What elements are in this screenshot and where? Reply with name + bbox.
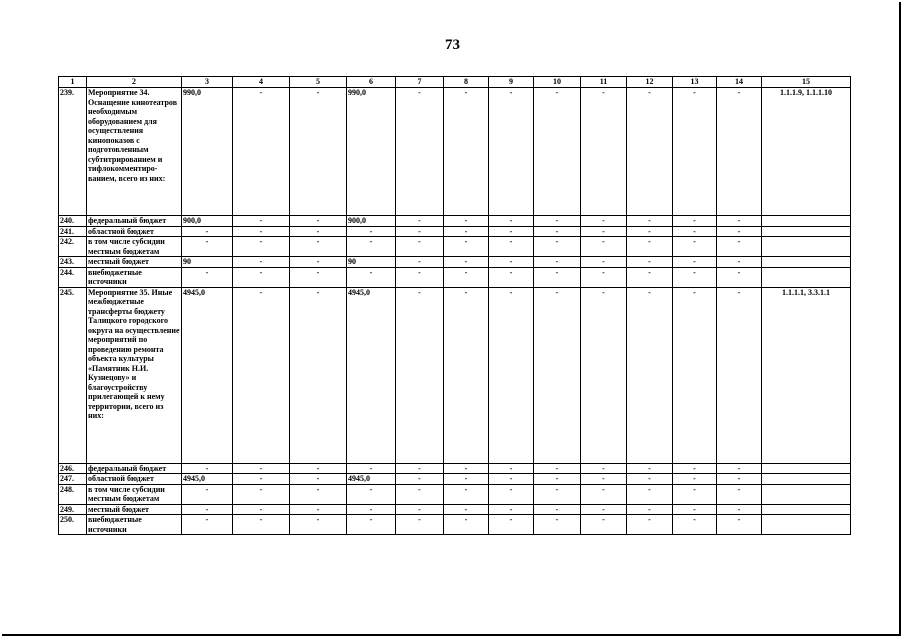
value-cell: - [717, 267, 762, 287]
value-cell: - [534, 267, 581, 287]
value-cell: - [182, 226, 233, 237]
value-cell: 990,0 [347, 88, 396, 216]
value-cell: - [290, 237, 347, 257]
value-cell: - [444, 88, 489, 216]
value-cell: - [290, 88, 347, 216]
value-cell: - [581, 257, 627, 268]
value-cell: 90 [347, 257, 396, 268]
table-row [59, 216, 851, 227]
row-name: в том числе субсидии местным бюджетам [87, 484, 182, 504]
value-cell: - [489, 226, 534, 237]
value-cell: - [489, 257, 534, 268]
value-cell: - [489, 287, 534, 463]
value-cell: - [581, 474, 627, 485]
value-cell: - [444, 237, 489, 257]
value-cell: - [581, 484, 627, 504]
value-cell: - [627, 515, 673, 535]
reference-cell: 1.1.1.9, 1.1.1.10 [762, 88, 851, 216]
column-header: 5 [290, 77, 347, 88]
row-name: федеральный бюджет [87, 216, 182, 227]
value-cell: - [534, 515, 581, 535]
value-cell: - [717, 216, 762, 227]
row-name: Мероприятие 34. Оснащение кинотеатров необходимым оборудованием для осуществления кинопоказов с подготовленным субтитрированием и тифлокомментиро-ванием, всего из них: [87, 88, 182, 216]
reference-cell [762, 237, 851, 257]
row-number: 242. [59, 237, 87, 257]
column-header: 11 [581, 77, 627, 88]
row-name: внебюджетные источники [87, 267, 182, 287]
value-cell: - [290, 504, 347, 515]
value-cell: - [396, 515, 444, 535]
column-header: 15 [762, 77, 851, 88]
row-name: областной бюджет [87, 474, 182, 485]
reference-cell [762, 267, 851, 287]
row-number: 247. [59, 474, 87, 485]
table-row [59, 484, 851, 504]
value-cell: - [290, 474, 347, 485]
value-cell: - [444, 474, 489, 485]
value-cell: - [489, 484, 534, 504]
value-cell: - [673, 216, 717, 227]
value-cell: - [534, 484, 581, 504]
table-row [59, 287, 851, 463]
value-cell: - [290, 257, 347, 268]
value-cell: - [396, 88, 444, 216]
value-cell: 4945,0 [347, 474, 396, 485]
value-cell: - [396, 237, 444, 257]
value-cell: - [534, 88, 581, 216]
value-cell: - [182, 504, 233, 515]
value-cell: - [233, 463, 290, 474]
value-cell: - [182, 267, 233, 287]
row-number: 250. [59, 515, 87, 535]
value-cell: - [627, 463, 673, 474]
value-cell: - [673, 515, 717, 535]
value-cell: - [581, 504, 627, 515]
value-cell: - [347, 463, 396, 474]
column-header: 14 [717, 77, 762, 88]
value-cell: - [717, 463, 762, 474]
value-cell: - [444, 257, 489, 268]
value-cell: - [396, 216, 444, 227]
column-header: 2 [87, 77, 182, 88]
value-cell: - [182, 484, 233, 504]
table-row [59, 88, 851, 216]
value-cell: - [444, 216, 489, 227]
value-cell: - [233, 287, 290, 463]
value-cell: - [627, 287, 673, 463]
value-cell: - [717, 515, 762, 535]
value-cell: - [489, 515, 534, 535]
value-cell: - [673, 267, 717, 287]
value-cell: - [581, 216, 627, 227]
table-row [59, 226, 851, 237]
value-cell: - [233, 267, 290, 287]
row-name: внебюджетные источники [87, 515, 182, 535]
value-cell: 4945,0 [182, 287, 233, 463]
value-cell: - [581, 226, 627, 237]
value-cell: - [717, 287, 762, 463]
table-row [59, 267, 851, 287]
table-row [59, 237, 851, 257]
reference-cell [762, 484, 851, 504]
reference-cell [762, 515, 851, 535]
row-number: 246. [59, 463, 87, 474]
value-cell: - [489, 216, 534, 227]
value-cell: - [233, 216, 290, 227]
value-cell: 90 [182, 257, 233, 268]
value-cell: - [396, 474, 444, 485]
value-cell: - [290, 287, 347, 463]
value-cell: - [444, 226, 489, 237]
value-cell: - [489, 463, 534, 474]
value-cell: - [717, 257, 762, 268]
reference-cell [762, 504, 851, 515]
column-header: 7 [396, 77, 444, 88]
page-number: 73 [445, 37, 460, 53]
value-cell: - [673, 463, 717, 474]
value-cell: - [489, 267, 534, 287]
value-cell: - [534, 257, 581, 268]
value-cell: - [534, 226, 581, 237]
value-cell: - [534, 504, 581, 515]
value-cell: - [581, 515, 627, 535]
value-cell: - [396, 287, 444, 463]
value-cell: - [290, 463, 347, 474]
table-row [59, 463, 851, 474]
value-cell: - [396, 267, 444, 287]
header-row [59, 77, 851, 88]
value-cell: - [290, 226, 347, 237]
value-cell: 990,0 [182, 88, 233, 216]
value-cell: - [673, 474, 717, 485]
value-cell: - [290, 216, 347, 227]
value-cell: - [444, 484, 489, 504]
value-cell: 4945,0 [347, 287, 396, 463]
value-cell: - [627, 88, 673, 216]
value-cell: - [347, 267, 396, 287]
value-cell: - [444, 463, 489, 474]
value-cell: - [489, 504, 534, 515]
value-cell: - [534, 237, 581, 257]
column-header: 8 [444, 77, 489, 88]
column-header: 6 [347, 77, 396, 88]
value-cell: - [233, 484, 290, 504]
value-cell: - [534, 216, 581, 227]
value-cell: - [627, 257, 673, 268]
value-cell: - [444, 504, 489, 515]
column-header: 3 [182, 77, 233, 88]
value-cell: - [581, 287, 627, 463]
value-cell: - [233, 88, 290, 216]
value-cell: - [290, 515, 347, 535]
value-cell: - [717, 237, 762, 257]
value-cell: - [347, 237, 396, 257]
value-cell: - [444, 515, 489, 535]
value-cell: - [627, 504, 673, 515]
value-cell: - [396, 226, 444, 237]
value-cell: - [347, 504, 396, 515]
column-header: 9 [489, 77, 534, 88]
table-row [59, 515, 851, 535]
value-cell: 900,0 [182, 216, 233, 227]
column-header: 12 [627, 77, 673, 88]
value-cell: - [396, 504, 444, 515]
value-cell: - [627, 226, 673, 237]
value-cell: - [627, 267, 673, 287]
value-cell: - [581, 88, 627, 216]
value-cell: - [717, 504, 762, 515]
value-cell: - [717, 226, 762, 237]
value-cell: - [489, 474, 534, 485]
row-number: 244. [59, 267, 87, 287]
table-row [59, 474, 851, 485]
row-name: местный бюджет [87, 257, 182, 268]
value-cell: - [347, 226, 396, 237]
value-cell: - [673, 257, 717, 268]
row-number: 240. [59, 216, 87, 227]
value-cell: - [233, 474, 290, 485]
value-cell: - [581, 463, 627, 474]
table-row [59, 257, 851, 268]
value-cell: - [673, 287, 717, 463]
value-cell: - [627, 216, 673, 227]
row-number: 249. [59, 504, 87, 515]
column-header: 1 [59, 77, 87, 88]
value-cell: - [233, 257, 290, 268]
value-cell: - [396, 484, 444, 504]
reference-cell [762, 463, 851, 474]
value-cell: - [717, 88, 762, 216]
value-cell: - [717, 484, 762, 504]
value-cell: - [233, 515, 290, 535]
value-cell: - [396, 257, 444, 268]
value-cell: - [233, 237, 290, 257]
value-cell: - [534, 287, 581, 463]
value-cell: - [673, 237, 717, 257]
value-cell: - [233, 226, 290, 237]
value-cell: - [182, 463, 233, 474]
reference-cell [762, 226, 851, 237]
value-cell: - [444, 287, 489, 463]
value-cell: - [290, 267, 347, 287]
table-row [59, 504, 851, 515]
value-cell: - [182, 237, 233, 257]
row-name: Мероприятие 35. Иные межбюджетные трансферты бюджету Талицкого городского округа на осуществление мероприятий по проведению ремонта объекта культуры «Памятник Н.И. Кузнецову» и благоустройству прилегающей к нему территории, всего из них: [87, 287, 182, 463]
value-cell: - [534, 463, 581, 474]
value-cell: 900,0 [347, 216, 396, 227]
row-name: в том числе субсидии местным бюджетам [87, 237, 182, 257]
row-number: 239. [59, 88, 87, 216]
budget-table [58, 76, 851, 535]
value-cell: - [182, 515, 233, 535]
row-name: местный бюджет [87, 504, 182, 515]
value-cell: - [627, 474, 673, 485]
reference-cell [762, 474, 851, 485]
value-cell: - [290, 484, 347, 504]
table-body [59, 77, 851, 535]
value-cell: - [673, 504, 717, 515]
value-cell: - [627, 484, 673, 504]
row-number: 245. [59, 287, 87, 463]
row-name: областной бюджет [87, 226, 182, 237]
column-header: 13 [673, 77, 717, 88]
row-number: 243. [59, 257, 87, 268]
value-cell: - [489, 237, 534, 257]
value-cell: 4945,0 [182, 474, 233, 485]
value-cell: - [444, 267, 489, 287]
value-cell: - [534, 474, 581, 485]
value-cell: - [489, 88, 534, 216]
row-name: федеральный бюджет [87, 463, 182, 474]
reference-cell: 1.1.1.1, 3.3.1.1 [762, 287, 851, 463]
column-header: 4 [233, 77, 290, 88]
value-cell: - [673, 88, 717, 216]
value-cell: - [233, 504, 290, 515]
value-cell: - [673, 484, 717, 504]
value-cell: - [581, 267, 627, 287]
value-cell: - [347, 484, 396, 504]
row-number: 248. [59, 484, 87, 504]
value-cell: - [581, 237, 627, 257]
reference-cell [762, 257, 851, 268]
value-cell: - [673, 226, 717, 237]
value-cell: - [347, 515, 396, 535]
column-header: 10 [534, 77, 581, 88]
row-number: 241. [59, 226, 87, 237]
value-cell: - [627, 237, 673, 257]
value-cell: - [717, 474, 762, 485]
value-cell: - [396, 463, 444, 474]
reference-cell [762, 216, 851, 227]
